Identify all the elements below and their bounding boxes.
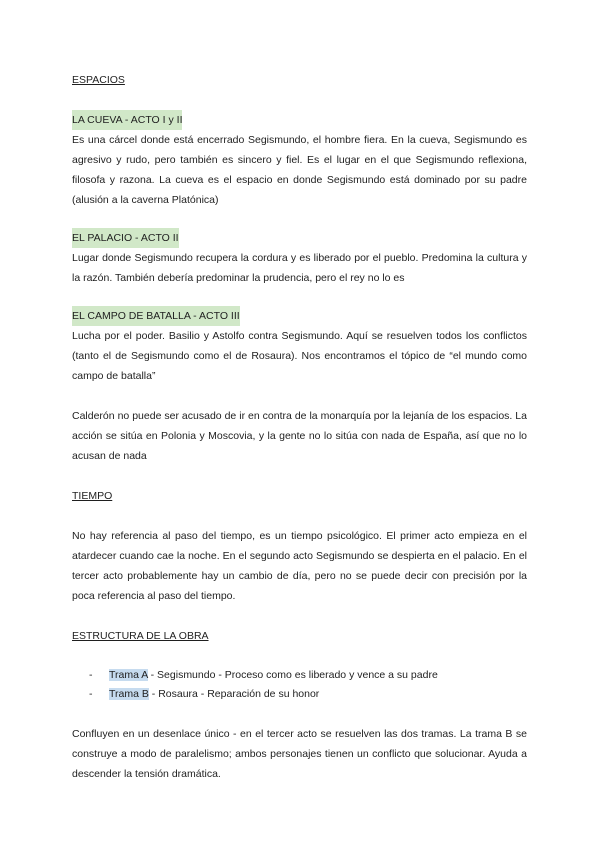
- highlighted-heading: EL PALACIO - ACTO II: [72, 228, 179, 248]
- section-title-tiempo: TIEMPO: [72, 490, 113, 502]
- subsection-heading-campo: [72, 306, 527, 326]
- plot-label-highlight: Trama A: [109, 669, 148, 681]
- highlighted-heading: LA CUEVA - ACTO I y II: [72, 110, 182, 130]
- list-item-trama-a: [72, 666, 527, 685]
- plot-description: - Rosaura - Reparación de su honor: [148, 688, 320, 700]
- subsection-heading-palacio: [72, 228, 527, 248]
- paragraph-monarquia-note: Calderón no puede ser acusado de ir en contra de la monarquía por la lejanía de los espacios. La acción se sitúa en Polonia y Moscovia, y la gente no lo sitúa con nada de España, así que no lo acusan de nada: [72, 410, 527, 462]
- paragraph-campo: Lucha por el poder. Basilio y Astolfo contra Segismundo. Aquí se resuelven todos los conflictos (tanto el de Segismundo como el de Rosaura). Nos encontramos el tópico de “el mundo como campo de batalla”: [72, 330, 527, 382]
- highlighted-heading: EL CAMPO DE BATALLA - ACTO III: [72, 306, 240, 326]
- paragraph-tiempo: No hay referencia al paso del tiempo, es un tiempo psicológico. El primer acto empieza en el atardecer cuando cae la noche. En el segundo acto Segismundo se despierta en el palacio. En el tercer acto probablemente hay un cambio de día, pero no se puede decir con precisión por la poca referencia al paso del tiempo.: [72, 530, 527, 602]
- list-dash: -: [89, 669, 93, 681]
- plot-label-highlight: Trama B: [109, 688, 149, 700]
- list-dash: -: [89, 688, 93, 700]
- paragraph-cueva: Es una cárcel donde está encerrado Segismundo, el hombre fiera. En la cueva, Segismundo es agresivo y rudo, pero también es sincero y fiel. Es el lugar en el que Segismundo reflexiona, filosofa y razona. La cueva es el espacio en donde Segismundo está dominado por su padre (alusión a la caverna Platónica): [72, 134, 527, 206]
- list-item-trama-b: [72, 685, 527, 704]
- subsection-heading-cueva: [72, 110, 527, 130]
- section-title-espacios: ESPACIOS: [72, 74, 125, 86]
- plot-description: - Segismundo - Proceso como es liberado y vence a su padre: [147, 669, 438, 681]
- paragraph-palacio: Lugar donde Segismundo recupera la cordura y es liberado por el pueblo. Predomina la cultura y la razón. También debería predominar la prudencia, pero el rey no lo es: [72, 252, 527, 284]
- paragraph-estructura: Confluyen en un desenlace único - en el tercer acto se resuelven las dos tramas. La trama B se construye a modo de paralelismo; ambos personajes tienen un conflicto que solucionar. Ayuda a descender la tensión dramática.: [72, 728, 527, 780]
- section-title-estructura: ESTRUCTURA DE LA OBRA: [72, 630, 209, 642]
- document-body: [72, 70, 527, 784]
- plot-list: [72, 666, 527, 704]
